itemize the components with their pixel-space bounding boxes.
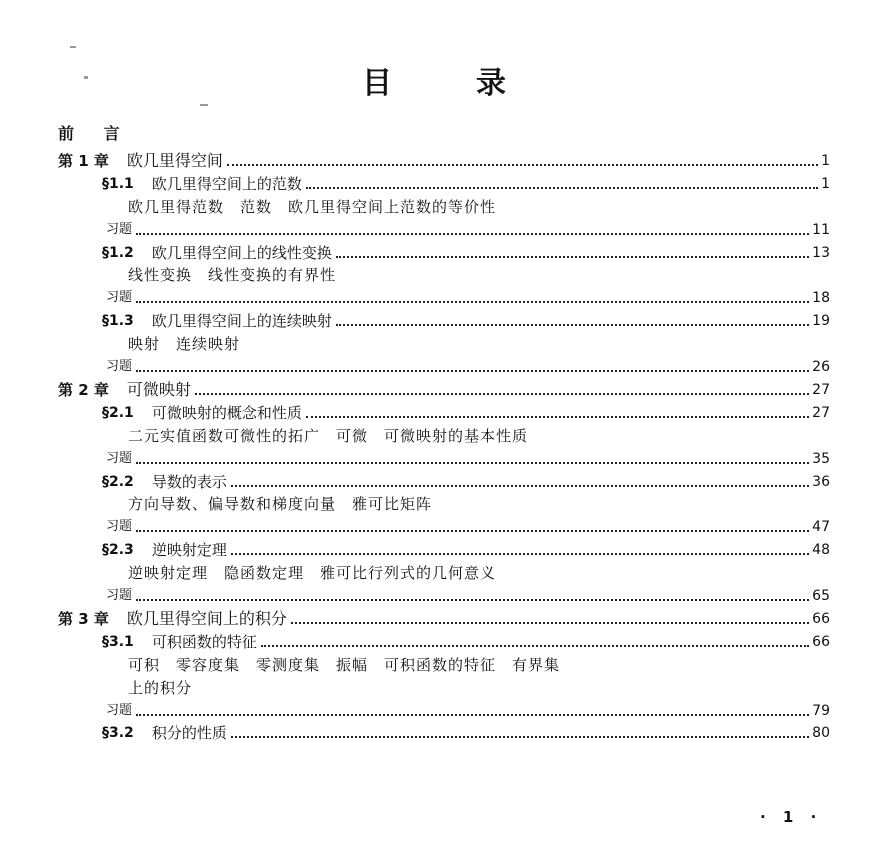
entry-title: 可微映射: [126, 380, 191, 399]
dot-leader: [227, 164, 818, 166]
topic-list: 线性变换 线性变换的有界性: [128, 266, 337, 284]
toc-entry-sec[interactable]: [58, 628, 830, 651]
page-reference: 18: [812, 290, 830, 306]
toc-entry-sec[interactable]: [58, 536, 830, 559]
entry-title: 欧几里得空间上的连续映射: [151, 312, 332, 330]
toc-preface[interactable]: [58, 120, 830, 143]
toc-entry-ex[interactable]: [58, 697, 830, 720]
exercises-label: 习题: [106, 290, 133, 305]
toc-entry-topic: [58, 193, 830, 216]
toc-entry-topic: [58, 490, 830, 513]
toc-entry-topic: [58, 422, 830, 445]
page-reference: 1: [821, 176, 830, 192]
toc-entry-ex[interactable]: [58, 513, 830, 536]
toc-entry-chap[interactable]: [58, 605, 830, 628]
page-title-part-1: 目: [362, 66, 394, 101]
dot-leader: [306, 187, 818, 189]
section-number: §1.2: [102, 245, 134, 261]
section-number: §2.2: [102, 474, 134, 490]
exercises-label: 习题: [106, 222, 133, 237]
section-number: §1.1: [102, 176, 134, 192]
dot-leader: [136, 370, 809, 372]
chapter-number: 第 1 章: [58, 152, 109, 170]
page-reference: 13: [812, 245, 830, 261]
toc-entry-sec[interactable]: [58, 239, 830, 262]
dot-leader: [136, 599, 809, 601]
toc-entry-topic: [58, 651, 830, 674]
toc-entry-ex[interactable]: [58, 284, 830, 307]
toc-entry-chap[interactable]: [58, 376, 830, 399]
page-reference: 26: [812, 359, 830, 375]
dot-leader: [231, 485, 809, 487]
topic-list: 映射 连续映射: [128, 335, 241, 353]
dot-leader: [136, 714, 809, 716]
dot-leader: [136, 233, 809, 235]
page-reference: 66: [812, 634, 830, 650]
exercises-label: 习题: [106, 588, 133, 603]
page-reference: 66: [812, 611, 830, 627]
topic-list: 上的积分: [128, 679, 193, 697]
page-title: [0, 58, 870, 102]
toc-entry-topic2: [58, 674, 830, 697]
toc-entry-ex[interactable]: [58, 216, 830, 239]
page-reference: 27: [812, 405, 830, 421]
dot-leader: [261, 645, 809, 647]
toc-entry-chap[interactable]: [58, 147, 830, 170]
page-reference: 47: [812, 519, 830, 535]
section-number: §2.1: [102, 405, 134, 421]
dot-leader: [136, 301, 809, 303]
exercises-label: 习题: [106, 703, 133, 718]
page-reference: 1: [821, 153, 830, 169]
entry-title: 可积函数的特征: [151, 633, 257, 651]
section-number: §1.3: [102, 313, 134, 329]
section-number: §3.1: [102, 634, 134, 650]
chapter-number: 第 3 章: [58, 610, 109, 628]
page-title-part-2: 录: [476, 66, 508, 101]
topic-list: 方向导数、偏导数和梯度向量 雅可比矩阵: [128, 495, 433, 513]
entry-title: 可微映射的概念和性质: [151, 404, 302, 422]
page-number: · 1 ·: [760, 808, 823, 826]
entry-title: 逆映射定理: [151, 541, 227, 559]
dot-leader: [231, 736, 809, 738]
toc-entry-sec[interactable]: [58, 399, 830, 422]
dot-leader: [336, 256, 809, 258]
topic-list: 欧几里得范数 范数 欧几里得空间上范数的等价性: [128, 198, 497, 216]
entry-title: 欧几里得空间上的范数: [151, 175, 302, 193]
page-reference: 48: [812, 542, 830, 558]
chapter-number: 第 2 章: [58, 381, 109, 399]
dot-leader: [136, 530, 809, 532]
scan-speck: [200, 104, 208, 106]
topic-list: 二元实值函数可微性的拓广 可微 可微映射的基本性质: [128, 427, 529, 445]
entry-title: 欧几里得空间上的线性变换: [151, 244, 332, 262]
dot-leader: [231, 553, 809, 555]
dot-leader: [336, 324, 809, 326]
page-reference: 65: [812, 588, 830, 604]
dot-leader: [291, 622, 809, 624]
page-reference: 19: [812, 313, 830, 329]
section-number: §3.2: [102, 725, 134, 741]
page-reference: 35: [812, 451, 830, 467]
entry-title: 积分的性质: [151, 724, 227, 742]
toc-entry-ex[interactable]: [58, 582, 830, 605]
toc-entry-topic: [58, 261, 830, 284]
dot-leader: [306, 416, 809, 418]
toc-entry-topic: [58, 330, 830, 353]
section-number: §2.3: [102, 542, 134, 558]
page-reference: 11: [812, 222, 830, 238]
entry-title: 欧几里得空间上的积分: [126, 609, 287, 628]
entry-title: 导数的表示: [151, 473, 227, 491]
exercises-label: 习题: [106, 519, 133, 534]
dot-leader: [195, 393, 809, 395]
scan-speck: [70, 46, 76, 48]
preface-heading: 前 言: [58, 124, 132, 143]
toc-entry-sec[interactable]: [58, 170, 830, 193]
toc-entry-sec[interactable]: [58, 307, 830, 330]
scan-speck: [84, 76, 88, 79]
toc-entry-ex[interactable]: [58, 353, 830, 376]
page-reference: 80: [812, 725, 830, 741]
topic-list: 可积 零容度集 零测度集 振幅 可积函数的特征 有界集: [128, 656, 561, 674]
page-reference: 27: [812, 382, 830, 398]
toc-entry-ex[interactable]: [58, 445, 830, 468]
toc-entry-sec[interactable]: [58, 719, 830, 742]
toc-entry-sec[interactable]: [58, 468, 830, 491]
toc-entry-topic: [58, 559, 830, 582]
page-reference: 36: [812, 474, 830, 490]
exercises-label: 习题: [106, 451, 133, 466]
entry-title: 欧几里得空间: [126, 151, 223, 170]
dot-leader: [136, 462, 809, 464]
exercises-label: 习题: [106, 359, 133, 374]
page-reference: 79: [812, 703, 830, 719]
topic-list: 逆映射定理 隐函数定理 雅可比行列式的几何意义: [128, 564, 497, 582]
